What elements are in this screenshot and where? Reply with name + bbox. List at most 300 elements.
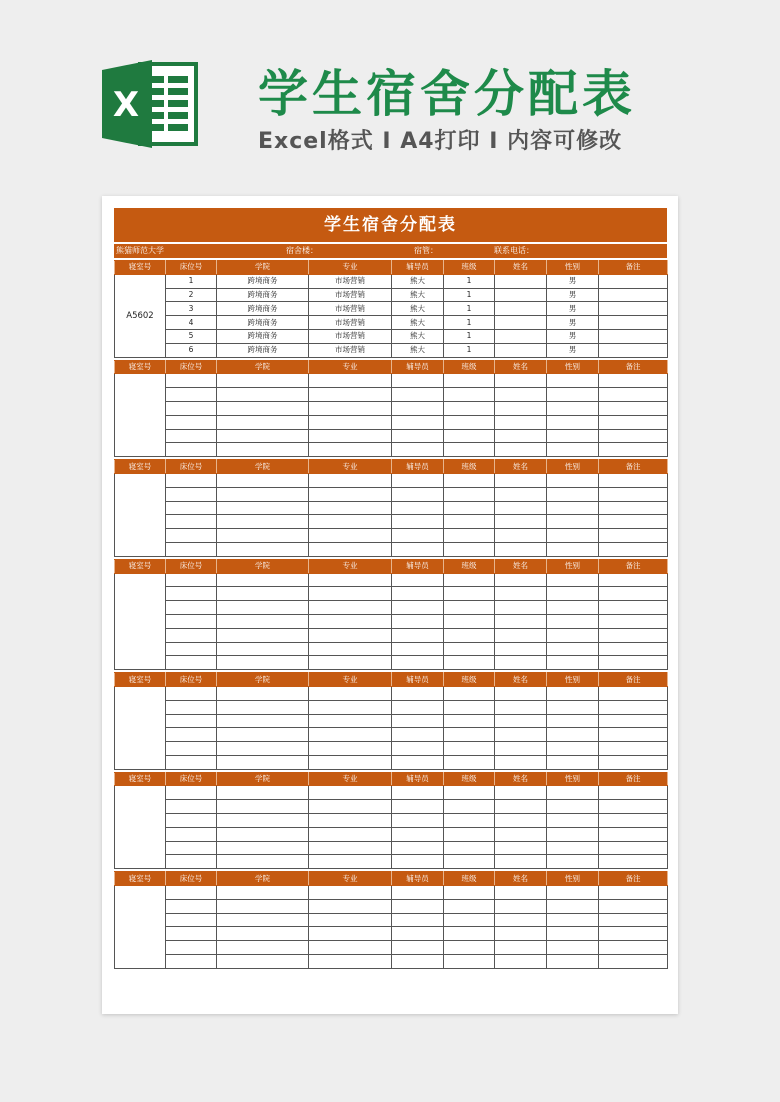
table-cell[interactable]: [599, 302, 668, 316]
table-cell[interactable]: [217, 941, 309, 955]
table-cell[interactable]: [392, 700, 444, 714]
table-cell[interactable]: 熊大: [392, 302, 444, 316]
table-cell[interactable]: [166, 515, 217, 529]
table-cell[interactable]: [217, 542, 309, 556]
table-cell[interactable]: [547, 700, 599, 714]
table-cell[interactable]: [309, 700, 392, 714]
table-cell[interactable]: 3: [166, 302, 217, 316]
table-row[interactable]: [115, 487, 668, 501]
table-cell[interactable]: [547, 800, 599, 814]
table-cell[interactable]: [217, 786, 309, 800]
table-cell[interactable]: [309, 814, 392, 828]
table-row[interactable]: [115, 656, 668, 670]
table-cell[interactable]: [599, 714, 668, 728]
table-row[interactable]: [115, 814, 668, 828]
table-cell[interactable]: [166, 656, 217, 670]
table-cell[interactable]: [217, 573, 309, 587]
table-cell[interactable]: [309, 886, 392, 900]
table-cell[interactable]: [599, 700, 668, 714]
table-cell[interactable]: [217, 742, 309, 756]
table-cell[interactable]: [217, 614, 309, 628]
table-cell[interactable]: [599, 415, 668, 429]
table-cell[interactable]: [547, 542, 599, 556]
table-cell[interactable]: [444, 415, 495, 429]
table-cell[interactable]: [392, 374, 444, 388]
table-cell[interactable]: [309, 415, 392, 429]
table-cell[interactable]: [217, 388, 309, 402]
table-cell[interactable]: [217, 656, 309, 670]
table-cell[interactable]: [547, 401, 599, 415]
table-cell[interactable]: [444, 628, 495, 642]
room-number-cell[interactable]: [115, 886, 166, 969]
table-cell[interactable]: [495, 388, 547, 402]
table-cell[interactable]: [495, 786, 547, 800]
table-cell[interactable]: [217, 800, 309, 814]
table-cell[interactable]: [217, 927, 309, 941]
table-cell[interactable]: 1: [444, 316, 495, 330]
table-cell[interactable]: [495, 288, 547, 302]
table-cell[interactable]: [444, 899, 495, 913]
table-cell[interactable]: [495, 755, 547, 769]
table-cell[interactable]: 熊大: [392, 288, 444, 302]
table-cell[interactable]: 男: [547, 329, 599, 343]
table-cell[interactable]: [166, 443, 217, 457]
table-cell[interactable]: [599, 501, 668, 515]
table-cell[interactable]: [495, 642, 547, 656]
table-cell[interactable]: 6: [166, 343, 217, 357]
table-cell[interactable]: [309, 855, 392, 869]
table-cell[interactable]: [309, 955, 392, 969]
table-cell[interactable]: [599, 899, 668, 913]
table-cell[interactable]: [444, 886, 495, 900]
table-cell[interactable]: [166, 542, 217, 556]
table-cell[interactable]: [495, 473, 547, 487]
table-cell[interactable]: [217, 642, 309, 656]
room-number-cell[interactable]: [115, 374, 166, 457]
table-row[interactable]: [115, 388, 668, 402]
table-cell[interactable]: [392, 714, 444, 728]
table-cell[interactable]: [166, 855, 217, 869]
table-cell[interactable]: [547, 573, 599, 587]
table-row[interactable]: [115, 302, 668, 316]
table-row[interactable]: [115, 800, 668, 814]
table-cell[interactable]: [444, 941, 495, 955]
table-cell[interactable]: [495, 429, 547, 443]
table-row[interactable]: [115, 786, 668, 800]
table-row[interactable]: [115, 415, 668, 429]
table-cell[interactable]: [166, 700, 217, 714]
table-cell[interactable]: [599, 473, 668, 487]
table-row[interactable]: [115, 642, 668, 656]
table-cell[interactable]: [392, 827, 444, 841]
table-cell[interactable]: [547, 913, 599, 927]
table-row[interactable]: [115, 686, 668, 700]
table-cell[interactable]: [599, 601, 668, 615]
table-cell[interactable]: [547, 656, 599, 670]
table-row[interactable]: [115, 841, 668, 855]
table-cell[interactable]: [444, 587, 495, 601]
table-cell[interactable]: [392, 501, 444, 515]
table-row[interactable]: [115, 855, 668, 869]
table-cell[interactable]: [599, 542, 668, 556]
table-cell[interactable]: [217, 855, 309, 869]
table-cell[interactable]: [444, 686, 495, 700]
table-row[interactable]: [115, 886, 668, 900]
table-cell[interactable]: [599, 487, 668, 501]
table-cell[interactable]: [444, 855, 495, 869]
room-number-cell[interactable]: [115, 473, 166, 556]
table-cell[interactable]: [392, 529, 444, 543]
table-cell[interactable]: [444, 542, 495, 556]
table-cell[interactable]: [547, 941, 599, 955]
table-cell[interactable]: [599, 628, 668, 642]
table-row[interactable]: [115, 728, 668, 742]
table-cell[interactable]: [547, 601, 599, 615]
table-cell[interactable]: [166, 913, 217, 927]
table-cell[interactable]: [309, 501, 392, 515]
table-cell[interactable]: [392, 955, 444, 969]
table-cell[interactable]: [599, 841, 668, 855]
table-cell[interactable]: [444, 601, 495, 615]
table-row[interactable]: [115, 443, 668, 457]
table-cell[interactable]: [309, 728, 392, 742]
table-cell[interactable]: 1: [444, 343, 495, 357]
table-cell[interactable]: [444, 742, 495, 756]
table-cell[interactable]: 市场营销: [309, 343, 392, 357]
table-cell[interactable]: [392, 573, 444, 587]
table-cell[interactable]: [217, 415, 309, 429]
table-cell[interactable]: [392, 601, 444, 615]
table-cell[interactable]: [547, 515, 599, 529]
table-cell[interactable]: [599, 343, 668, 357]
table-cell[interactable]: [444, 429, 495, 443]
table-cell[interactable]: [444, 827, 495, 841]
table-cell[interactable]: [599, 855, 668, 869]
table-cell[interactable]: [547, 899, 599, 913]
table-cell[interactable]: [392, 855, 444, 869]
table-cell[interactable]: [495, 329, 547, 343]
table-cell[interactable]: [217, 374, 309, 388]
table-cell[interactable]: [495, 955, 547, 969]
table-cell[interactable]: [495, 841, 547, 855]
table-row[interactable]: [115, 473, 668, 487]
table-cell[interactable]: [166, 886, 217, 900]
table-cell[interactable]: [444, 927, 495, 941]
table-cell[interactable]: [444, 515, 495, 529]
table-cell[interactable]: [309, 515, 392, 529]
table-cell[interactable]: [547, 855, 599, 869]
table-cell[interactable]: [547, 587, 599, 601]
table-cell[interactable]: [495, 656, 547, 670]
table-cell[interactable]: [166, 415, 217, 429]
table-cell[interactable]: [547, 742, 599, 756]
table-cell[interactable]: [166, 529, 217, 543]
table-cell[interactable]: [217, 601, 309, 615]
table-cell[interactable]: [547, 728, 599, 742]
table-cell[interactable]: [309, 755, 392, 769]
table-cell[interactable]: [166, 786, 217, 800]
table-cell[interactable]: [444, 501, 495, 515]
table-cell[interactable]: [309, 529, 392, 543]
table-cell[interactable]: [547, 714, 599, 728]
table-cell[interactable]: [495, 700, 547, 714]
table-cell[interactable]: [547, 473, 599, 487]
table-cell[interactable]: 跨境商务: [217, 316, 309, 330]
table-cell[interactable]: [547, 642, 599, 656]
table-cell[interactable]: [547, 487, 599, 501]
table-cell[interactable]: [166, 388, 217, 402]
table-cell[interactable]: [599, 573, 668, 587]
table-cell[interactable]: [495, 316, 547, 330]
table-cell[interactable]: [166, 374, 217, 388]
table-cell[interactable]: [166, 728, 217, 742]
table-cell[interactable]: [392, 628, 444, 642]
table-cell[interactable]: [392, 656, 444, 670]
table-cell[interactable]: [217, 728, 309, 742]
table-cell[interactable]: [392, 487, 444, 501]
table-cell[interactable]: [444, 473, 495, 487]
table-cell[interactable]: [599, 288, 668, 302]
table-cell[interactable]: [309, 642, 392, 656]
table-cell[interactable]: [309, 601, 392, 615]
table-cell[interactable]: 男: [547, 288, 599, 302]
table-cell[interactable]: [309, 443, 392, 457]
table-cell[interactable]: [547, 443, 599, 457]
table-cell[interactable]: [495, 886, 547, 900]
table-cell[interactable]: 1: [444, 302, 495, 316]
table-cell[interactable]: [547, 614, 599, 628]
table-cell[interactable]: 熊大: [392, 274, 444, 288]
table-cell[interactable]: [444, 642, 495, 656]
table-cell[interactable]: [444, 529, 495, 543]
table-row[interactable]: [115, 316, 668, 330]
table-row[interactable]: [115, 542, 668, 556]
table-row[interactable]: [115, 274, 668, 288]
table-cell[interactable]: [547, 374, 599, 388]
table-cell[interactable]: [599, 814, 668, 828]
table-cell[interactable]: [166, 601, 217, 615]
table-cell[interactable]: [392, 814, 444, 828]
table-cell[interactable]: [599, 955, 668, 969]
table-cell[interactable]: [599, 401, 668, 415]
table-cell[interactable]: [495, 628, 547, 642]
table-cell[interactable]: [217, 473, 309, 487]
table-row[interactable]: [115, 899, 668, 913]
table-cell[interactable]: [495, 542, 547, 556]
table-cell[interactable]: [309, 628, 392, 642]
table-cell[interactable]: [599, 529, 668, 543]
table-row[interactable]: [115, 329, 668, 343]
table-row[interactable]: [115, 401, 668, 415]
table-cell[interactable]: 1: [444, 329, 495, 343]
table-cell[interactable]: [217, 827, 309, 841]
table-cell[interactable]: [166, 614, 217, 628]
table-cell[interactable]: [166, 714, 217, 728]
table-cell[interactable]: [392, 401, 444, 415]
table-cell[interactable]: [547, 415, 599, 429]
table-row[interactable]: [115, 700, 668, 714]
table-cell[interactable]: [444, 800, 495, 814]
table-cell[interactable]: [547, 429, 599, 443]
table-cell[interactable]: [166, 800, 217, 814]
table-cell[interactable]: [166, 587, 217, 601]
table-cell[interactable]: [495, 587, 547, 601]
table-cell[interactable]: [392, 800, 444, 814]
table-row[interactable]: [115, 573, 668, 587]
table-cell[interactable]: [392, 728, 444, 742]
table-cell[interactable]: [599, 786, 668, 800]
table-cell[interactable]: [547, 755, 599, 769]
table-cell[interactable]: [217, 913, 309, 927]
table-cell[interactable]: [547, 628, 599, 642]
table-cell[interactable]: [166, 899, 217, 913]
table-cell[interactable]: [309, 614, 392, 628]
table-cell[interactable]: [495, 415, 547, 429]
table-row[interactable]: [115, 288, 668, 302]
table-cell[interactable]: [309, 786, 392, 800]
table-cell[interactable]: [392, 941, 444, 955]
table-cell[interactable]: [309, 429, 392, 443]
table-cell[interactable]: 熊大: [392, 316, 444, 330]
table-cell[interactable]: [217, 886, 309, 900]
table-cell[interactable]: [444, 913, 495, 927]
table-cell[interactable]: [166, 429, 217, 443]
table-row[interactable]: [115, 742, 668, 756]
table-cell[interactable]: [217, 487, 309, 501]
table-cell[interactable]: [547, 814, 599, 828]
table-cell[interactable]: [599, 927, 668, 941]
table-cell[interactable]: 跨境商务: [217, 274, 309, 288]
table-cell[interactable]: [444, 728, 495, 742]
room-number-cell[interactable]: [115, 686, 166, 769]
table-row[interactable]: [115, 515, 668, 529]
table-cell[interactable]: 市场营销: [309, 316, 392, 330]
table-cell[interactable]: [495, 913, 547, 927]
table-cell[interactable]: 1: [444, 274, 495, 288]
table-cell[interactable]: [495, 515, 547, 529]
table-cell[interactable]: [217, 529, 309, 543]
table-cell[interactable]: 5: [166, 329, 217, 343]
table-row[interactable]: [115, 614, 668, 628]
table-cell[interactable]: 熊大: [392, 343, 444, 357]
table-cell[interactable]: [309, 714, 392, 728]
table-cell[interactable]: [309, 742, 392, 756]
table-cell[interactable]: [444, 374, 495, 388]
table-cell[interactable]: [392, 443, 444, 457]
table-cell[interactable]: [309, 841, 392, 855]
table-cell[interactable]: [217, 587, 309, 601]
table-cell[interactable]: [166, 827, 217, 841]
table-cell[interactable]: [547, 501, 599, 515]
table-cell[interactable]: [599, 827, 668, 841]
table-cell[interactable]: [599, 656, 668, 670]
table-row[interactable]: [115, 429, 668, 443]
table-cell[interactable]: [444, 656, 495, 670]
table-cell[interactable]: [495, 941, 547, 955]
table-row[interactable]: [115, 941, 668, 955]
table-cell[interactable]: [392, 429, 444, 443]
table-cell[interactable]: [166, 473, 217, 487]
table-cell[interactable]: [495, 899, 547, 913]
table-cell[interactable]: [599, 515, 668, 529]
table-cell[interactable]: [217, 429, 309, 443]
table-cell[interactable]: [495, 343, 547, 357]
table-cell[interactable]: [495, 686, 547, 700]
table-cell[interactable]: [444, 755, 495, 769]
table-cell[interactable]: [217, 443, 309, 457]
table-row[interactable]: [115, 955, 668, 969]
table-cell[interactable]: [599, 642, 668, 656]
table-cell[interactable]: [392, 542, 444, 556]
table-cell[interactable]: 2: [166, 288, 217, 302]
table-row[interactable]: [115, 529, 668, 543]
table-cell[interactable]: [444, 388, 495, 402]
table-cell[interactable]: 男: [547, 343, 599, 357]
table-cell[interactable]: 跨境商务: [217, 302, 309, 316]
table-cell[interactable]: [166, 573, 217, 587]
table-cell[interactable]: 市场营销: [309, 288, 392, 302]
table-row[interactable]: [115, 827, 668, 841]
table-cell[interactable]: [166, 814, 217, 828]
table-cell[interactable]: [495, 814, 547, 828]
table-cell[interactable]: [166, 955, 217, 969]
table-cell[interactable]: [392, 642, 444, 656]
table-cell[interactable]: [599, 728, 668, 742]
table-cell[interactable]: 市场营销: [309, 329, 392, 343]
table-cell[interactable]: [309, 401, 392, 415]
table-cell[interactable]: [217, 628, 309, 642]
table-cell[interactable]: [495, 374, 547, 388]
table-cell[interactable]: [547, 786, 599, 800]
table-cell[interactable]: [599, 886, 668, 900]
table-cell[interactable]: [599, 587, 668, 601]
table-cell[interactable]: [444, 714, 495, 728]
table-cell[interactable]: [599, 742, 668, 756]
table-cell[interactable]: [217, 899, 309, 913]
table-cell[interactable]: [599, 443, 668, 457]
table-cell[interactable]: [309, 587, 392, 601]
table-cell[interactable]: [392, 899, 444, 913]
table-cell[interactable]: [392, 473, 444, 487]
table-cell[interactable]: [392, 742, 444, 756]
table-row[interactable]: [115, 601, 668, 615]
table-cell[interactable]: [547, 686, 599, 700]
table-cell[interactable]: [166, 927, 217, 941]
table-cell[interactable]: [547, 529, 599, 543]
table-cell[interactable]: [444, 786, 495, 800]
table-cell[interactable]: [217, 686, 309, 700]
table-cell[interactable]: [166, 642, 217, 656]
table-cell[interactable]: [495, 927, 547, 941]
table-cell[interactable]: [599, 800, 668, 814]
table-cell[interactable]: [392, 841, 444, 855]
table-cell[interactable]: [547, 827, 599, 841]
table-cell[interactable]: [392, 927, 444, 941]
table-cell[interactable]: [599, 941, 668, 955]
table-cell[interactable]: [166, 841, 217, 855]
table-cell[interactable]: [309, 941, 392, 955]
table-cell[interactable]: [217, 401, 309, 415]
table-cell[interactable]: [392, 786, 444, 800]
table-cell[interactable]: [309, 487, 392, 501]
table-cell[interactable]: [166, 487, 217, 501]
table-cell[interactable]: [217, 814, 309, 828]
table-cell[interactable]: [495, 401, 547, 415]
table-cell[interactable]: [444, 401, 495, 415]
table-row[interactable]: [115, 628, 668, 642]
table-cell[interactable]: [392, 415, 444, 429]
table-row[interactable]: [115, 587, 668, 601]
